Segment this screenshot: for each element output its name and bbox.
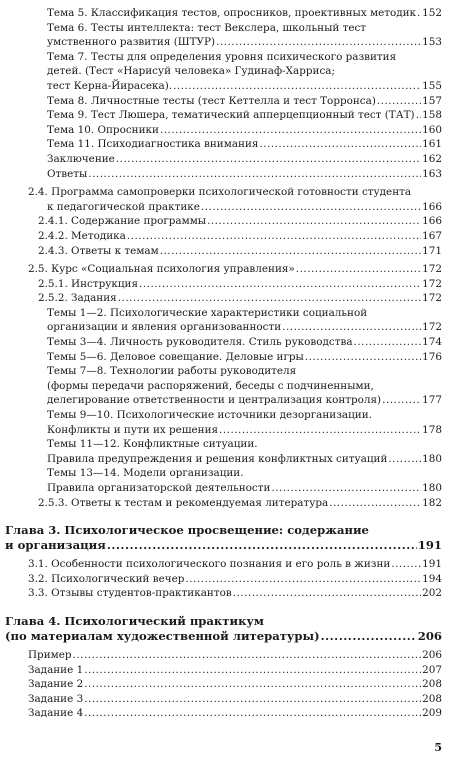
toc-entry: [0, 481, 453, 496]
dot-leader: [259, 137, 421, 152]
toc-page-number: 202: [422, 587, 442, 600]
toc-entry: [0, 50, 453, 65]
toc-entry-title: (по материалам художественной литературы): [5, 628, 320, 643]
toc-page-number: 194: [422, 572, 442, 585]
toc-entry-title: детей. (Тест «Нарисуй человека» Гудинаф-Харриса;: [47, 65, 335, 78]
toc-entry: [0, 64, 453, 79]
toc-page-number: 161: [422, 138, 442, 151]
dot-leader: [296, 262, 421, 277]
toc-entry: [0, 648, 453, 663]
toc-page-number: 160: [422, 123, 442, 136]
toc-entry: [0, 214, 453, 229]
toc-entry-title: 2.4. Программа самопроверки психологической готовности студента: [28, 186, 412, 199]
toc-entry-title: 2.4.3. Ответы к темам: [38, 244, 159, 257]
toc-entry-title: умственного развития (ШТУР): [47, 36, 216, 49]
toc-entry: [0, 108, 453, 123]
toc-entry-title: тест Керна-Йирасека).: [47, 79, 173, 92]
toc-page-number: 191: [422, 558, 442, 571]
toc-page-number: 163: [422, 167, 442, 180]
toc-page-number: 166: [422, 200, 442, 213]
toc-entry: [0, 185, 453, 200]
dot-leader: [84, 677, 421, 692]
toc-page-number: 157: [422, 94, 442, 107]
toc-entry-title: Пример: [28, 648, 72, 661]
toc-entry: [0, 335, 453, 350]
toc-entry: [0, 6, 453, 21]
toc-entry-title: 2.5.2. Задания: [38, 292, 117, 305]
toc-page-number: 208: [422, 692, 442, 705]
dot-leader: [382, 393, 421, 408]
toc-entry-title: 2.4.1. Содержание программы: [38, 215, 207, 228]
dot-leader: [417, 6, 421, 21]
toc-entry: [0, 572, 453, 587]
dot-leader: [216, 35, 421, 50]
toc-entry-title: Темы 7—8. Технологии работы руководителя: [47, 365, 297, 378]
toc-entry-title: 3.3. Отзывы студентов-практикантов: [28, 587, 232, 600]
toc-entry: [0, 277, 453, 292]
toc-entry-title: Ответы: [47, 167, 88, 180]
toc-entry: [0, 586, 453, 601]
dot-leader: [107, 538, 417, 553]
toc-page-number: 180: [422, 482, 442, 494]
toc-entry: [0, 663, 453, 678]
toc-page-number: 162: [422, 152, 442, 165]
toc-entry: [0, 152, 453, 167]
toc-entry: [0, 200, 453, 215]
dot-leader: [173, 79, 421, 94]
dot-leader: [207, 214, 421, 229]
dot-leader: [329, 496, 421, 511]
toc-page-number: 153: [422, 36, 442, 49]
toc-entry: [0, 408, 453, 423]
toc-entry: [0, 123, 453, 138]
dot-leader: [116, 152, 421, 167]
toc-entry: [0, 229, 453, 244]
chapter-heading: [0, 538, 453, 553]
toc-page-number: 207: [422, 663, 442, 676]
toc-entry: [0, 364, 453, 379]
toc-entry-title: 3.2. Психологический вечер: [28, 572, 185, 585]
toc-entry: [0, 379, 453, 394]
toc-entry-title: Темы 13—14. Модели организации.: [47, 467, 244, 480]
toc-entry: [0, 94, 453, 109]
toc-entry-title: 2.4.2. Методика: [38, 229, 126, 242]
dot-leader: [201, 200, 421, 215]
toc-entry: [0, 35, 453, 50]
dot-leader: [160, 123, 421, 138]
toc-page-number: 180: [422, 452, 442, 465]
dot-leader: [88, 167, 421, 182]
toc-entry-title: Правила предупреждения и решения конфликтных ситуаций: [47, 452, 388, 465]
toc-page-number: 182: [422, 496, 442, 509]
toc-page-number: 209: [422, 707, 442, 720]
dot-leader: [388, 452, 421, 467]
dot-leader: [416, 108, 422, 123]
dot-leader: [271, 481, 421, 496]
dot-leader: [118, 291, 421, 306]
toc-page-number: 166: [422, 215, 442, 228]
toc-entry: [0, 706, 453, 721]
toc-entry-title: Тема 9. Тест Люшера, тематический апперцепционный тест (ТАТ): [47, 109, 415, 122]
toc-entry-title: к педагогической практике: [47, 200, 200, 213]
toc-page-number: 167: [422, 229, 442, 242]
toc-entry-title: Задание 2: [28, 678, 84, 691]
toc-entry-title: Тема 6. Тесты интеллекта: тест Векслера, школьный тест: [47, 21, 367, 34]
toc-entry: [0, 350, 453, 365]
toc-entry: [0, 557, 453, 572]
toc-entry: [0, 167, 453, 182]
dot-leader: [84, 706, 421, 721]
toc-page-number: 176: [422, 350, 442, 363]
toc-page-number: 172: [422, 263, 442, 276]
toc-entry-title: Темы 9—10. Психологические источники дезорганизации.: [47, 409, 372, 422]
toc-entry-title: Заключение: [47, 152, 115, 165]
toc-entry-title: и организация: [5, 538, 106, 553]
dot-leader: [305, 350, 421, 365]
toc-entry: [0, 137, 453, 152]
toc-entry-title: Задание 1: [28, 663, 84, 676]
toc-entry: [0, 496, 453, 511]
toc-entry-title: Тема 7. Тесты для определения уровня психического развития: [47, 50, 397, 63]
toc-page-number: 158: [422, 109, 442, 122]
chapter-heading: [0, 629, 453, 644]
dot-leader: [321, 629, 417, 644]
dot-leader: [233, 586, 421, 601]
toc-entry: [0, 306, 453, 321]
dot-leader: [73, 648, 422, 663]
toc-entry-title: организации и явления организованности: [47, 321, 282, 334]
dot-leader: [282, 320, 421, 335]
toc-entry-title: Тема 10. Опросники: [47, 123, 159, 136]
toc-entry-title: Темы 5—6. Деловое совещание. Деловые игры: [47, 350, 304, 363]
toc-entry-title: Правила организаторской деятельности: [47, 482, 271, 494]
toc-entry-title: Глава 3. Психологическое просвещение: содержание: [5, 523, 369, 538]
toc-entry-title: Задание 3: [28, 692, 84, 705]
toc-page-number: 178: [422, 423, 442, 436]
toc-entry-title: Задание 4: [28, 707, 84, 720]
toc-entry: [0, 466, 453, 481]
toc-entry-title: Темы 1—2. Психологические характеристики социальной: [47, 306, 368, 319]
toc-page-number: 172: [422, 321, 442, 334]
toc-entry: [0, 244, 453, 259]
dot-leader: [139, 277, 421, 292]
toc-page-number: 155: [422, 79, 442, 92]
toc-entry: [0, 423, 453, 438]
toc-entry-title: Тема 8. Личностные тесты (тест Кеттелла и тест Торронса): [47, 94, 376, 107]
toc-entry-title: делегирование ответственности и централизация контроля): [47, 394, 382, 407]
toc-entry-title: Тема 5. Классификация тестов, опросников, проективных методик: [47, 7, 417, 19]
page-number: 5: [434, 741, 442, 754]
toc-page-number: 152: [422, 7, 442, 19]
toc-entry: [0, 291, 453, 306]
toc-entry: [0, 677, 453, 692]
toc-entry-title: Тема 11. Психодиагностика внимания: [47, 138, 259, 151]
chapter-heading: [0, 614, 453, 629]
toc-entry-title: Глава 4. Психологический практикум: [5, 613, 264, 628]
toc-entry: [0, 437, 453, 452]
toc-page-number: 208: [422, 678, 442, 691]
toc-entry-title: Темы 11—12. Конфликтные ситуации.: [47, 438, 258, 451]
toc-entry: [0, 393, 453, 408]
toc-entry: [0, 692, 453, 707]
toc-page-number: 174: [422, 336, 442, 349]
dot-leader: [84, 663, 421, 678]
toc-entry-title: 3.1. Особенности психологического познания и его роль в жизни: [28, 558, 391, 571]
toc-page-number: 171: [422, 244, 442, 257]
dot-leader: [185, 572, 421, 587]
dot-leader: [84, 692, 421, 707]
toc-page-number: 206: [422, 648, 442, 661]
table-of-contents: [0, 6, 453, 721]
toc-entry: [0, 320, 453, 335]
toc-entry-title: 2.5. Курс «Социальная психология управления»: [28, 263, 295, 276]
toc-entry: [0, 452, 453, 467]
toc-page-number: 191: [417, 538, 442, 553]
toc-page-number: 177: [422, 394, 442, 407]
dot-leader: [354, 335, 422, 350]
dot-leader: [391, 557, 421, 572]
toc-entry-title: Темы 3—4. Личность руководителя. Стиль руководства: [47, 336, 353, 349]
toc-page-number: 172: [422, 277, 442, 290]
toc-entry: [0, 79, 453, 94]
toc-entry: [0, 262, 453, 277]
toc-entry-title: Конфликты и пути их решения: [47, 423, 219, 436]
dot-leader: [219, 423, 421, 438]
toc-entry-title: 2.5.1. Инструкция: [38, 277, 139, 290]
dot-leader: [127, 229, 421, 244]
dot-leader: [377, 94, 421, 109]
chapter-heading: [0, 523, 453, 538]
toc-entry-title: 2.5.3. Ответы к тестам и рекомендуемая литература: [38, 496, 329, 509]
toc-page-number: 206: [417, 628, 442, 643]
toc-page-number: 172: [422, 292, 442, 305]
toc-entry: [0, 21, 453, 36]
dot-leader: [160, 244, 421, 259]
toc-entry-title: (формы передачи распоряжений, беседы с подчиненными,: [47, 379, 374, 392]
